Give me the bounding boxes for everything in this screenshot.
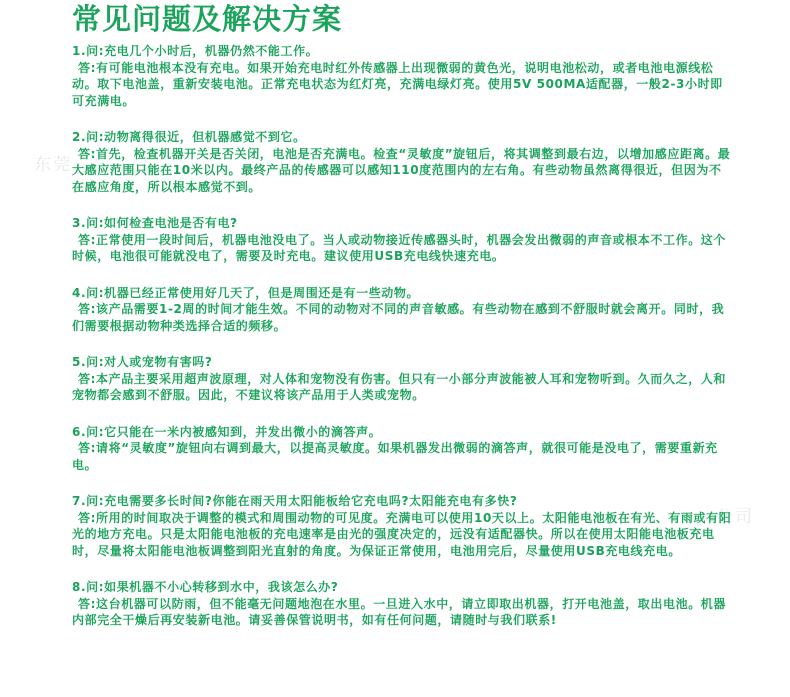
- faq-question: 6.问:它只能在一米内被感知到，并发出微小的滴答声。: [72, 424, 382, 439]
- faq-list: [72, 43, 732, 649]
- faq-answer: 答:请将“灵敏度”旋钮向右调到最大，以提高灵敏度。如果机器发出微弱的滴答声，就很可能是没电了，需要重新充电。: [72, 441, 718, 472]
- faq-item-1: [72, 43, 732, 109]
- watermark-left: 东莞: [34, 155, 72, 175]
- faq-question: 4.问:机器已经正常使用好几天了，但是周围还是有一些动物。: [72, 285, 420, 300]
- faq-answer: 答:该产品需要1-2周的时间才能生效。不同的动物对不同的声音敏感。有些动物在感到不舒服时就会离开。同时，我们需要根据动物种类选择合适的频移。: [72, 302, 725, 333]
- faq-item-5: [72, 354, 732, 404]
- faq-item-6: [72, 424, 732, 474]
- faq-answer: 答:有可能电池根本没有充电。如果开始充电时红外传感器上出现微弱的黄色光，说明电池松动，或者电池电源线松动。取下电池盖，重新安装电池。正常充电状态为红灯亮，充满电绿灯亮。使用5V 500MA适配器，一般2-3小时即可充满电。: [72, 60, 723, 108]
- faq-answer: 答:首先，检查机器开关是否关闭，电池是否充满电。检查“灵敏度”旋钮后，将其调整到最右边，以增加感应距离。最大感应范围只能在10米以内。最终产品的传感器可以感知110度范围内的左右角。有些动物虽然离得很近，但因为不在感应角度，所以根本感觉不到。: [72, 146, 731, 194]
- faq-item-3: [72, 215, 732, 265]
- faq-question: 7.问:充电需要多长时间?你能在雨天用太阳能板给它充电吗?太阳能充电有多快?: [72, 494, 518, 508]
- faq-answer: 答:本产品主要采用超声波原理，对人体和宠物没有伤害。但只有一小部分声波能被人耳和宠物听到。久而久之，人和宠物都会感到不舒服。因此，不建议将该产品用于人类或宠物。: [72, 371, 727, 402]
- faq-item-8: [72, 579, 732, 629]
- faq-item-2: [72, 129, 732, 195]
- watermark-right: 公司: [716, 507, 754, 527]
- faq-item-7: [72, 493, 732, 559]
- faq-answer: 答:所用的时间取决于调整的模式和周围动物的可见度。充满电可以使用10天以上。太阳能电池板在有光、有雨或有阳光的地方充电。只是太阳能电池板的充电速率是由光的强度决定的，远没有适配器快。所以在使用太阳能电池板充电时，尽量将太阳能电池板调整到阳光直射的角度。为保证正常使用，电池用完后，尽量使用USB充电线充电。: [72, 510, 732, 558]
- faq-question: 2.问:动物离得很近，但机器感觉不到它。: [72, 130, 306, 144]
- page-title: 常见问题及解决方案: [72, 2, 343, 36]
- faq-item-4: [72, 285, 732, 335]
- faq-question: 5.问:对人或宠物有害吗?: [72, 355, 213, 369]
- faq-answer: 答:正常使用一段时间后，机器电池没电了。当人或动物接近传感器头时，机器会发出微弱的声音或根本不工作。这个时候，电池很可能就没电了，需要及时充电。建议使用USB充电线快速充电。: [72, 232, 727, 263]
- faq-question: 8.问:如果机器不小心转移到水中，我该怎么办?: [72, 580, 339, 594]
- faq-answer: 答:这台机器可以防雨，但不能毫无问题地泡在水里。一旦进入水中，请立即取出机器，打开电池盖，取出电池。机器内部完全干燥后再安装新电池。请妥善保管说明书，如有任何问题，请随时与我们联系!: [72, 596, 727, 627]
- faq-question: 1.问:充电几个小时后，机器仍然不能工作。: [72, 44, 319, 58]
- faq-question: 3.问:如何检查电池是否有电?: [72, 216, 238, 230]
